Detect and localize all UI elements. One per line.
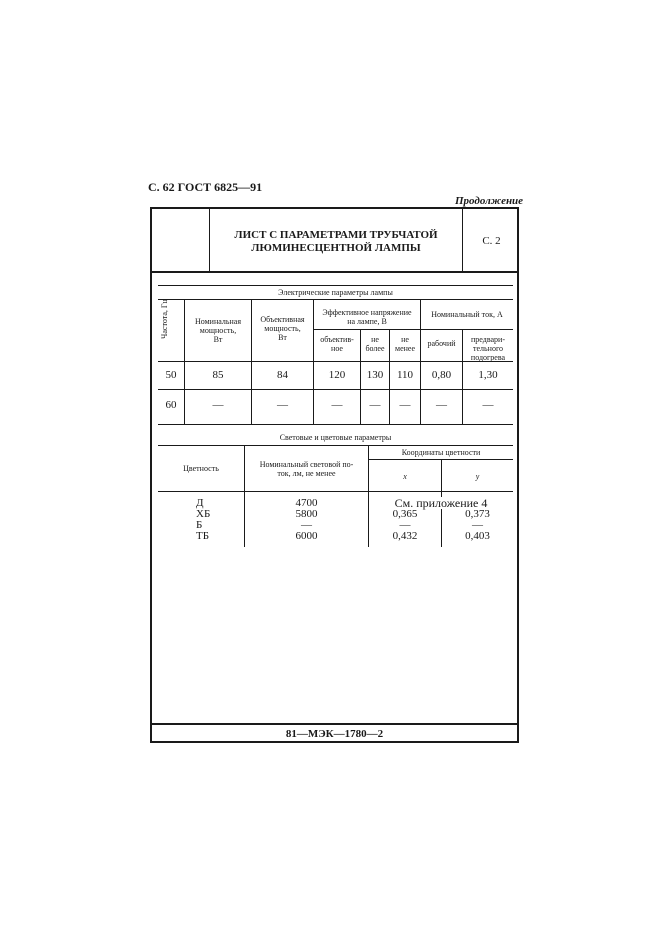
col-luminous-flux [245, 460, 368, 478]
sub-voltage-not-less [390, 335, 420, 353]
row-color-b: Б [196, 519, 203, 531]
row-x-b: — [399, 519, 411, 531]
col-effective-voltage-l2: на лампе, В [347, 317, 387, 326]
col-nominal-power-l2: мощность, [199, 326, 237, 335]
row1-objective-power: 84 [277, 369, 288, 381]
parameter-sheet [150, 207, 519, 743]
row-color-tb: ТБ [196, 530, 210, 542]
sub-not-less-l2: менее [395, 344, 415, 353]
sub-preheat-l3: подогрева [470, 353, 506, 362]
row2-voltage-min: — [399, 399, 411, 411]
sheet-title-line-1: ЛИСТ С ПАРАМЕТРАМИ ТРУБЧАТОЙ [234, 229, 438, 241]
col-nominal-current: Номинальный ток, А [431, 310, 503, 319]
row-color-hb: ХБ [196, 508, 211, 520]
col-objective-power-l3: Вт [278, 333, 287, 342]
row-flux-tb: 6000 [295, 530, 318, 542]
row-flux-b: — [301, 519, 312, 531]
sub-not-more-l2: более [365, 344, 385, 353]
row-color-d: Д [196, 497, 204, 509]
page-reference: С. 62 ГОСТ 6825—91 [148, 180, 263, 194]
sheet-footer-code: 81—МЭК—1780—2 [285, 728, 384, 740]
sub-not-more-l1: не [371, 335, 379, 344]
row-x-hb: 0,365 [392, 508, 418, 520]
x-list [369, 509, 441, 542]
row-y-b: — [472, 519, 483, 531]
sub-not-less-l1: не [401, 335, 409, 344]
sub-objective-l1: объектив- [320, 335, 354, 344]
col-objective-power-l1: Объективная [260, 315, 305, 324]
sub-voltage-not-more [361, 335, 389, 353]
row2-objective-voltage: — [331, 399, 343, 411]
row-x-tb: 0,432 [392, 530, 418, 542]
col-flux-l1: Номинальный световой по- [259, 460, 354, 469]
col-effective-voltage-l1: Эффективное напряжение [322, 308, 412, 317]
sub-current-preheat [463, 335, 513, 362]
row1-nominal-power: 85 [212, 369, 224, 381]
row1-voltage-min: 110 [396, 369, 414, 381]
y-list [442, 509, 513, 542]
row2-frequency: 60 [165, 399, 177, 411]
col-nominal-power [185, 317, 251, 344]
sheet-title [212, 229, 460, 255]
row1-voltage-max: 130 [366, 369, 384, 381]
see-appendix-note: См. приложение 4 [369, 497, 513, 509]
row-flux-d: 4700 [295, 497, 318, 509]
col-nominal-power-l3: Вт [213, 335, 223, 344]
row2-current-working: — [436, 399, 447, 411]
row1-current-preheat: 1,30 [478, 369, 498, 381]
electrical-section-title: Электрические параметры лампы [278, 288, 393, 297]
col-flux-l2: ток, лм, не менее [277, 469, 336, 478]
row2-nominal-power: — [212, 399, 224, 411]
col-frequency: Частота, Гц [160, 299, 169, 339]
sheet-title-line-2: ЛЮМИНЕСЦЕНТНОЙ ЛАМПЫ [251, 242, 421, 254]
row1-frequency: 50 [165, 369, 177, 381]
col-effective-voltage [314, 308, 420, 326]
row-y-tb: 0,403 [465, 530, 490, 542]
col-nominal-power-l1: Номинальная [194, 317, 242, 326]
light-section-title: Световые и цветовые параметры [279, 433, 392, 442]
sub-objective-l2: ное [331, 344, 343, 353]
sub-preheat-l2: тельного [472, 344, 504, 353]
row-flux-hb: 5800 [295, 508, 318, 520]
row1-objective-voltage: 120 [328, 369, 346, 381]
continuation-label: Продолжение [455, 195, 524, 207]
sub-coord-x: x [403, 472, 407, 481]
sub-preheat-l1: предвари- [471, 335, 505, 344]
col-color: Цветность [183, 464, 219, 473]
row2-objective-power: — [277, 399, 288, 411]
col-objective-power [252, 315, 313, 342]
col-objective-power-l2: мощность, [264, 324, 301, 333]
sub-coord-y: y [475, 472, 480, 481]
row1-current-working: 0,80 [431, 369, 452, 381]
sub-current-working: рабочий [427, 339, 456, 348]
sheet-number: С. 2 [482, 235, 501, 247]
flux-list [245, 498, 368, 542]
color-list [196, 498, 226, 542]
row-y-hb: 0,373 [465, 508, 490, 520]
col-color-coordinates: Координаты цветности [401, 448, 481, 457]
sub-objective-voltage [314, 335, 360, 353]
row2-current-preheat: — [482, 399, 494, 411]
row2-voltage-max: — [369, 399, 381, 411]
